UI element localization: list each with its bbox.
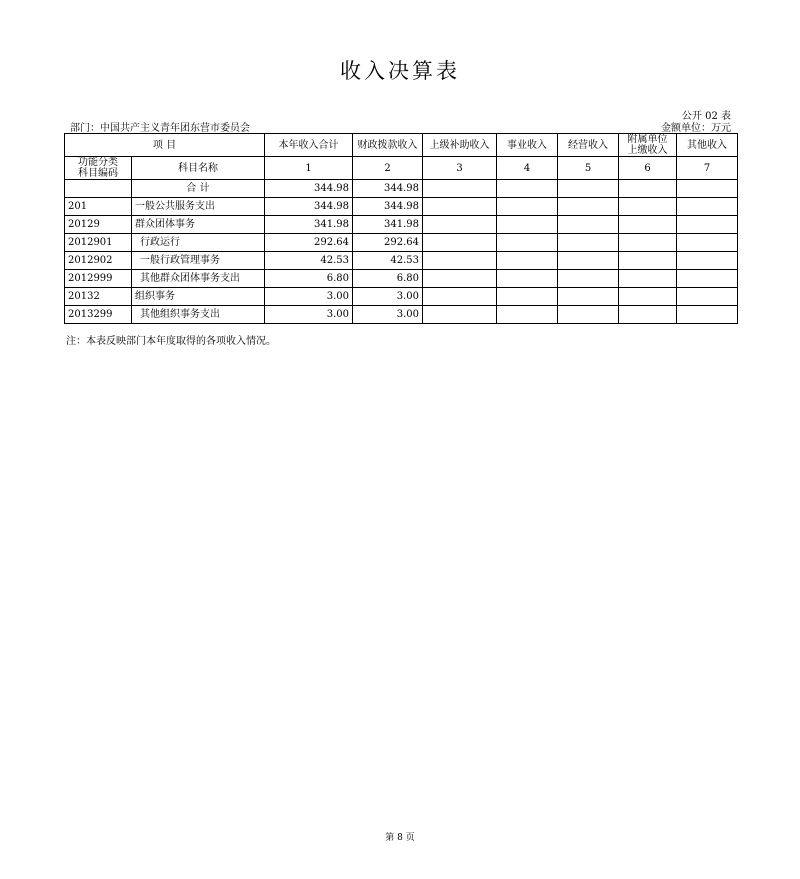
superior-subsidy-value — [423, 216, 497, 234]
subject-code — [65, 180, 132, 198]
department-label: 部门：中国共产主义青年团东营市委员会 — [70, 123, 250, 134]
superior-subsidy-value — [423, 198, 497, 216]
table-row — [65, 288, 738, 306]
superior-subsidy-value — [423, 234, 497, 252]
subject-name: 组织事务 — [132, 288, 265, 306]
affiliated-value — [619, 288, 677, 306]
operating-value — [558, 252, 619, 270]
business-value — [497, 306, 558, 324]
fiscal-value: 3.00 — [353, 306, 423, 324]
operating-value — [558, 306, 619, 324]
superior-subsidy-value — [423, 306, 497, 324]
fiscal-value: 6.80 — [353, 270, 423, 288]
col-number: 7 — [677, 157, 738, 180]
table-row — [65, 252, 738, 270]
other-value — [677, 270, 738, 288]
total-income-value: 42.53 — [265, 252, 353, 270]
business-value — [497, 270, 558, 288]
subject-code: 2012901 — [65, 234, 132, 252]
fiscal-value: 344.98 — [353, 180, 423, 198]
total-income-value: 292.64 — [265, 234, 353, 252]
operating-value — [558, 288, 619, 306]
affiliated-value — [619, 306, 677, 324]
business-value — [497, 180, 558, 198]
page-number: 第 8 页 — [385, 833, 415, 843]
subject-name: 行政运行 — [132, 234, 265, 252]
business-value — [497, 216, 558, 234]
subject-code: 2013299 — [65, 306, 132, 324]
business-value — [497, 198, 558, 216]
superior-subsidy-value — [423, 252, 497, 270]
subject-code: 2012999 — [65, 270, 132, 288]
operating-value — [558, 216, 619, 234]
other-value — [677, 252, 738, 270]
header-superior-subsidy: 上级补助收入 — [423, 134, 497, 157]
header-code — [65, 157, 132, 180]
subject-code: 201 — [65, 198, 132, 216]
total-income-value: 3.00 — [265, 306, 353, 324]
affiliated-value — [619, 180, 677, 198]
income-table — [64, 133, 738, 324]
header-affiliated-line2: 上缴收入 — [627, 145, 668, 156]
col-number: 2 — [353, 157, 423, 180]
operating-value — [558, 270, 619, 288]
fiscal-value: 292.64 — [353, 234, 423, 252]
affiliated-value — [619, 252, 677, 270]
header-affiliated-line1: 附属单位 — [627, 134, 668, 145]
subject-name: 一般公共服务支出 — [132, 198, 265, 216]
other-value — [677, 216, 738, 234]
header-operating: 经营收入 — [558, 134, 619, 157]
fiscal-value: 341.98 — [353, 216, 423, 234]
total-income-value: 3.00 — [265, 288, 353, 306]
fiscal-value: 42.53 — [353, 252, 423, 270]
table-row — [65, 270, 738, 288]
subject-name: 群众团体事务 — [132, 216, 265, 234]
subject-code: 2012902 — [65, 252, 132, 270]
business-value — [497, 288, 558, 306]
superior-subsidy-value — [423, 288, 497, 306]
header-business: 事业收入 — [497, 134, 558, 157]
affiliated-value — [619, 270, 677, 288]
header-other: 其他收入 — [677, 134, 738, 157]
business-value — [497, 234, 558, 252]
subject-code: 20129 — [65, 216, 132, 234]
form-number: 公开 02 表 — [681, 111, 731, 122]
header-row — [65, 134, 738, 157]
table-row-total — [65, 180, 738, 198]
col-number: 1 — [265, 157, 353, 180]
header-code-line1: 功能分类 — [78, 157, 118, 168]
superior-subsidy-value — [423, 180, 497, 198]
subject-name: 合 计 — [132, 180, 265, 198]
subject-name: 其他群众团体事务支出 — [132, 270, 265, 288]
fiscal-value: 344.98 — [353, 198, 423, 216]
table-row — [65, 216, 738, 234]
business-value — [497, 252, 558, 270]
operating-value — [558, 180, 619, 198]
total-income-value: 341.98 — [265, 216, 353, 234]
other-value — [677, 288, 738, 306]
col-number: 3 — [423, 157, 497, 180]
subheader-row — [65, 157, 738, 180]
col-number: 6 — [619, 157, 677, 180]
table-note: 注：本表反映部门本年度取得的各项收入情况。 — [66, 336, 276, 347]
header-code-line2: 科目编码 — [78, 168, 118, 179]
affiliated-value — [619, 234, 677, 252]
other-value — [677, 306, 738, 324]
other-value — [677, 234, 738, 252]
superior-subsidy-value — [423, 270, 497, 288]
other-value — [677, 198, 738, 216]
subject-name: 一般行政管理事务 — [132, 252, 265, 270]
affiliated-value — [619, 198, 677, 216]
total-income-value: 6.80 — [265, 270, 353, 288]
col-number: 4 — [497, 157, 558, 180]
header-total-income: 本年收入合计 — [265, 134, 353, 157]
fiscal-value: 3.00 — [353, 288, 423, 306]
subject-code: 20132 — [65, 288, 132, 306]
col-number: 5 — [558, 157, 619, 180]
table-row — [65, 234, 738, 252]
operating-value — [558, 234, 619, 252]
table-row — [65, 306, 738, 324]
header-fiscal: 财政拨款收入 — [353, 134, 423, 157]
table-row — [65, 198, 738, 216]
header-item: 项 目 — [65, 134, 265, 157]
amount-unit: 金额单位：万元 — [661, 123, 731, 134]
affiliated-value — [619, 216, 677, 234]
total-income-value: 344.98 — [265, 180, 353, 198]
page-title: 收入决算表 — [340, 59, 460, 83]
header-subject-name: 科目名称 — [132, 157, 265, 180]
operating-value — [558, 198, 619, 216]
header-affiliated — [619, 134, 677, 157]
other-value — [677, 180, 738, 198]
subject-name: 其他组织事务支出 — [132, 306, 265, 324]
total-income-value: 344.98 — [265, 198, 353, 216]
